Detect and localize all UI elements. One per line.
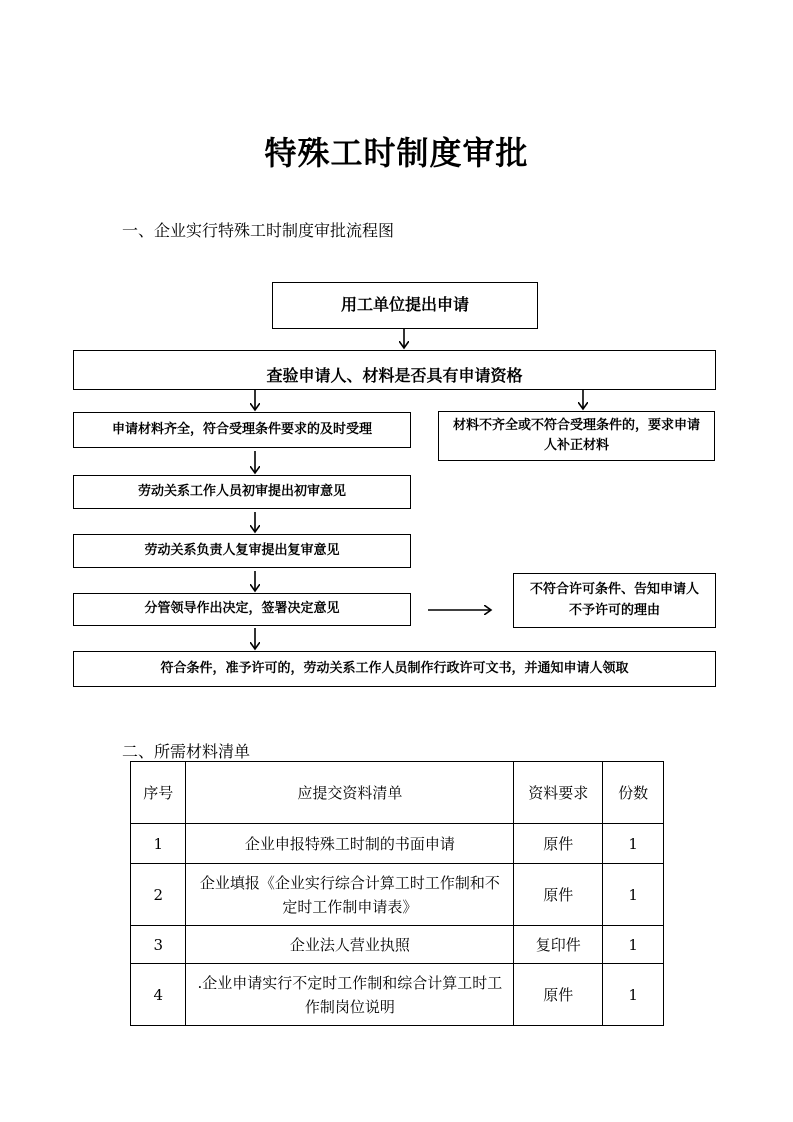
row-item: 企业填报《企业实行综合计算工时工作制和不定时工作制申请表》 — [186, 864, 514, 926]
flow-step-deny: 不符合许可条件、告知申请人不予许可的理由 — [513, 573, 716, 628]
row-requirement: 原件 — [514, 964, 603, 1026]
flow-step-check: 查验申请人、材料是否具有申请资格 — [73, 350, 716, 390]
section-materials-heading: 二、所需材料清单 — [122, 742, 251, 761]
flow-step-second-review: 劳动关系负责人复审提出复审意见 — [73, 534, 411, 568]
row-item: 企业申报特殊工时制的书面申请 — [186, 824, 514, 864]
header-no: 序号 — [131, 762, 186, 824]
row-item: 企业法人营业执照 — [186, 926, 514, 964]
row-requirement: 原件 — [514, 824, 603, 864]
flow-step-apply: 用工单位提出申请 — [272, 282, 538, 329]
row-item: .企业申请实行不定时工作制和综合计算工时工作制岗位说明 — [186, 964, 514, 1026]
table-row — [131, 926, 664, 964]
table-header-row — [131, 762, 664, 824]
row-no: 2 — [131, 864, 186, 926]
flow-step-decision: 分管领导作出决定，签署决定意见 — [73, 593, 411, 626]
row-requirement: 复印件 — [514, 926, 603, 964]
flow-step-accept: 申请材料齐全，符合受理条件要求的及时受理 — [73, 412, 411, 448]
row-count: 1 — [603, 824, 664, 864]
header-item: 应提交资料清单 — [186, 762, 514, 824]
row-count: 1 — [603, 964, 664, 1026]
flow-step-reject: 材料不齐全或不符合受理条件的，要求申请人补正材料 — [438, 411, 715, 461]
header-count: 份数 — [603, 762, 664, 824]
section-flowchart-heading: 一、企业实行特殊工时制度审批流程图 — [122, 221, 395, 240]
flow-step-first-review: 劳动关系工作人员初审提出初审意见 — [73, 475, 411, 509]
page-title: 特殊工时制度审批 — [264, 134, 529, 172]
row-requirement: 原件 — [514, 864, 603, 926]
row-no: 3 — [131, 926, 186, 964]
row-count: 1 — [603, 864, 664, 926]
materials-table — [130, 761, 664, 1026]
row-no: 1 — [131, 824, 186, 864]
row-count: 1 — [603, 926, 664, 964]
flow-step-final: 符合条件，准予许可的，劳动关系工作人员制作行政许可文书，并通知申请人领取 — [73, 651, 716, 687]
row-no: 4 — [131, 964, 186, 1026]
header-requirement: 资料要求 — [514, 762, 603, 824]
table-row — [131, 964, 664, 1026]
table-row — [131, 824, 664, 864]
table-row — [131, 864, 664, 926]
